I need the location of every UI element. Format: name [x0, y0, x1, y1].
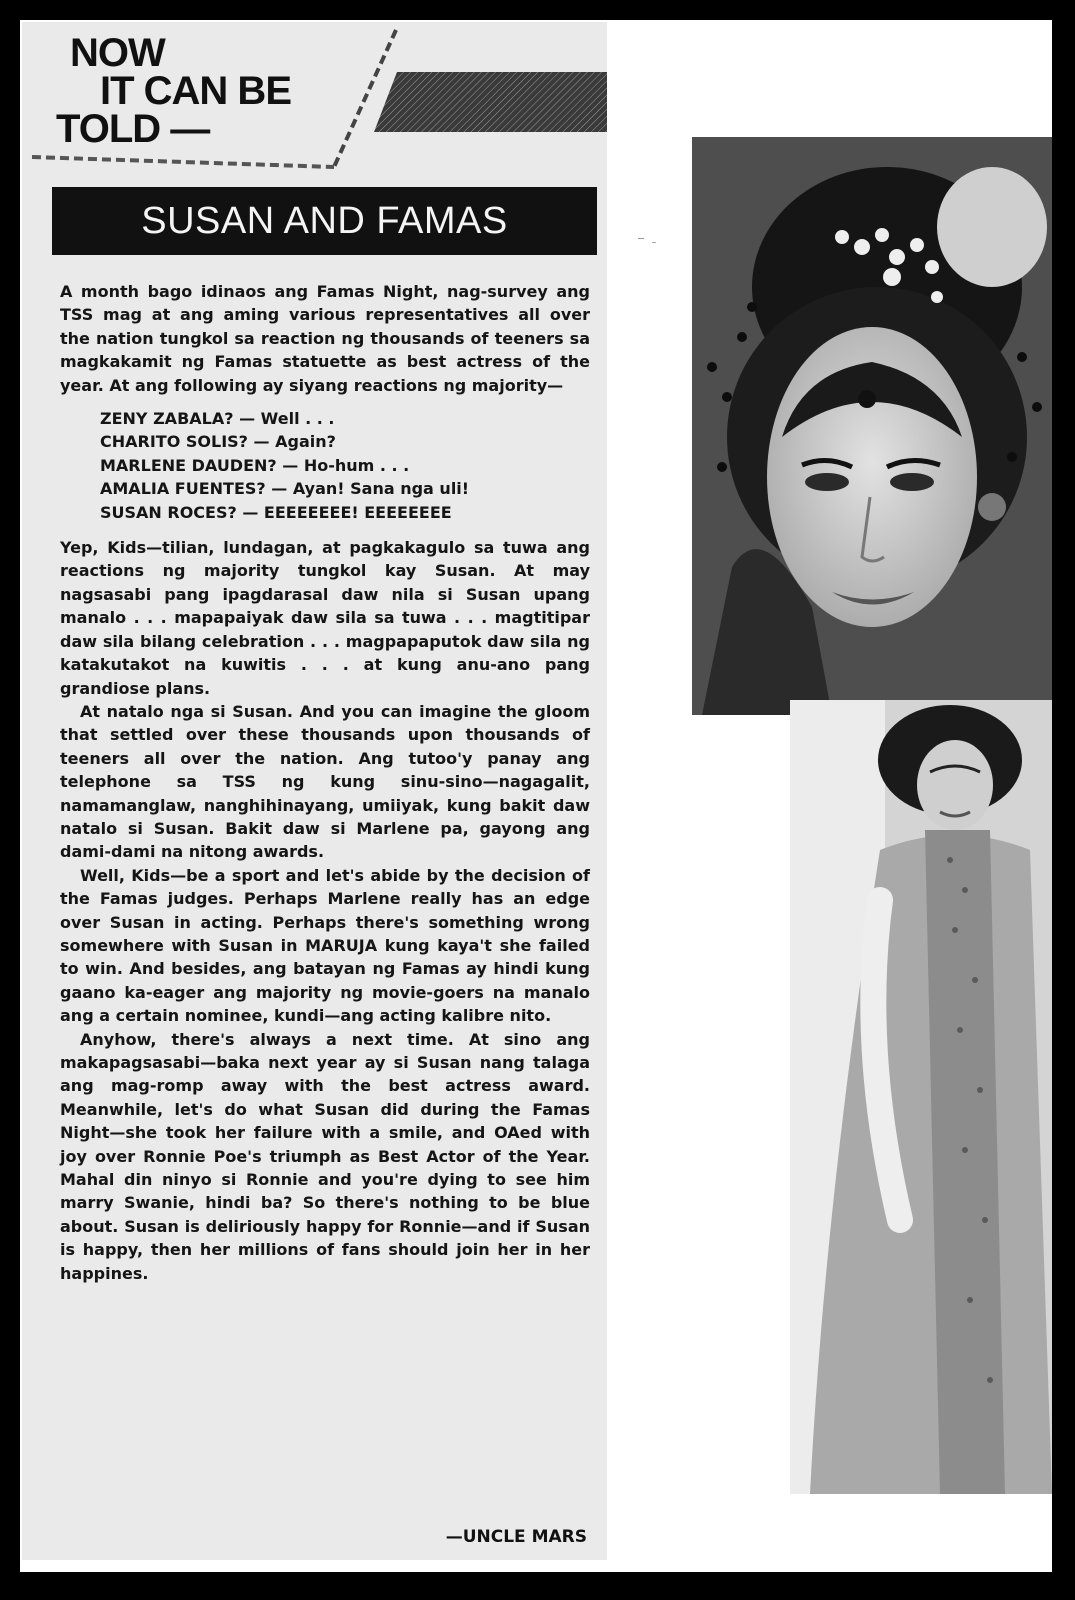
- reaction-item: SUSAN ROCES? — EEEEEEEE! EEEEEEEE: [100, 502, 452, 522]
- body-paragraph-1: Yep, Kids—tilian, lundagan, at pagkakagulo sa tuwa ang reactions ng majority tungkol kay Susan. At may nagsasabi pang ipagdarasal daw nila si Susan upang manalo . . . mapapaiyak daw sila sa tuwa . . . magtitipar daw sila bilang celebration . . . magpapaputok daw sila ng katakutakot na kuwitis . . . at kung anu-ano pang grandiose plans.: [60, 538, 590, 698]
- portrait-illustration: [692, 137, 1052, 715]
- reaction-item: AMALIA FUENTES? — Ayan! Sana nga uli!: [100, 479, 470, 499]
- reaction-item: CHARITO SOLIS? — Again?: [100, 432, 336, 452]
- body-paragraph-4: Anyhow, there's always a next time. At sino ang makapagsasabi—baka next year ay si Susan nang talaga ang mag-romp away with the best actress award. Meanwhile, let's do what Susan did during the Famas Night—she took her failure with a smile, and OAed with joy over Ronnie Poe's triumph as Best Actor of the Year. Mahal din ninyo si Ronnie and you're dying to see him marry Swanie, hindi ba? So there's nothing to be blue about. Susan is deliriously happy for Ronnie—and if Susan is happy, then her millions of fans should join her in her happines.: [60, 1029, 590, 1283]
- article-body: [60, 280, 590, 1285]
- headline: SUSAN AND FAMAS: [52, 187, 597, 255]
- kicker-heading: [56, 31, 291, 151]
- kicker-line-3: TOLD —: [56, 107, 210, 151]
- reaction-item: ZENY ZABALA? — Well . . .: [100, 409, 335, 429]
- portrait-photo: [692, 137, 1052, 715]
- hatched-banner: [374, 72, 607, 132]
- dashed-underline: [32, 157, 334, 167]
- scan-specks: [630, 220, 670, 260]
- kicker-line-1: NOW: [70, 31, 165, 75]
- scanned-page: [20, 20, 1052, 1572]
- body-paragraph-2: At natalo nga si Susan. And you can imagine the gloom that settled over these thousands upon thousands of teeners all over the nation. Ang tutoo'y panay ang telephone sa TSS ng kung sinu-sino—nagagalit, namamanglaw, nanghihinayang, umiiyak, kung bakit daw natalo si Susan. Bakit daw si Marlene pa, gayong ang dami-dami na nitong awards.: [60, 701, 590, 862]
- newspaper-clipping: [22, 22, 607, 1560]
- byline-signature: —UNCLE MARS: [445, 1527, 587, 1547]
- body-paragraph-3: Well, Kids—be a sport and let's abide by the decision of the Famas judges. Perhaps Marlene really has an edge over Susan in acting. Perhaps there's something wrong somewhere with Susan in MARUJA kung kaya't she failed to win. And besides, ang batayan ng Famas ay hindi kung gaano ka-eager ang majority ng movie-goers na manalo ang a certain nominee, kundi—ang acting kalibre nito.: [60, 865, 590, 1026]
- reactions-list: [100, 407, 590, 524]
- dashed-slash: [334, 30, 396, 167]
- reaction-item: MARLENE DAUDEN? — Ho-hum . . .: [100, 455, 410, 475]
- kicker-line-2: IT CAN BE: [100, 69, 291, 113]
- full-length-photo: [790, 700, 1052, 1494]
- gown-illustration: [790, 700, 1052, 1494]
- intro-paragraph: A month bago idinaos ang Famas Night, nag-survey ang TSS mag at ang aming various representatives all over the nation tungkol sa reaction ng thousands of teeners sa magkakamit ng Famas statuette as best actress of the year. At ang following ay siyang reactions ng majority—: [60, 282, 590, 395]
